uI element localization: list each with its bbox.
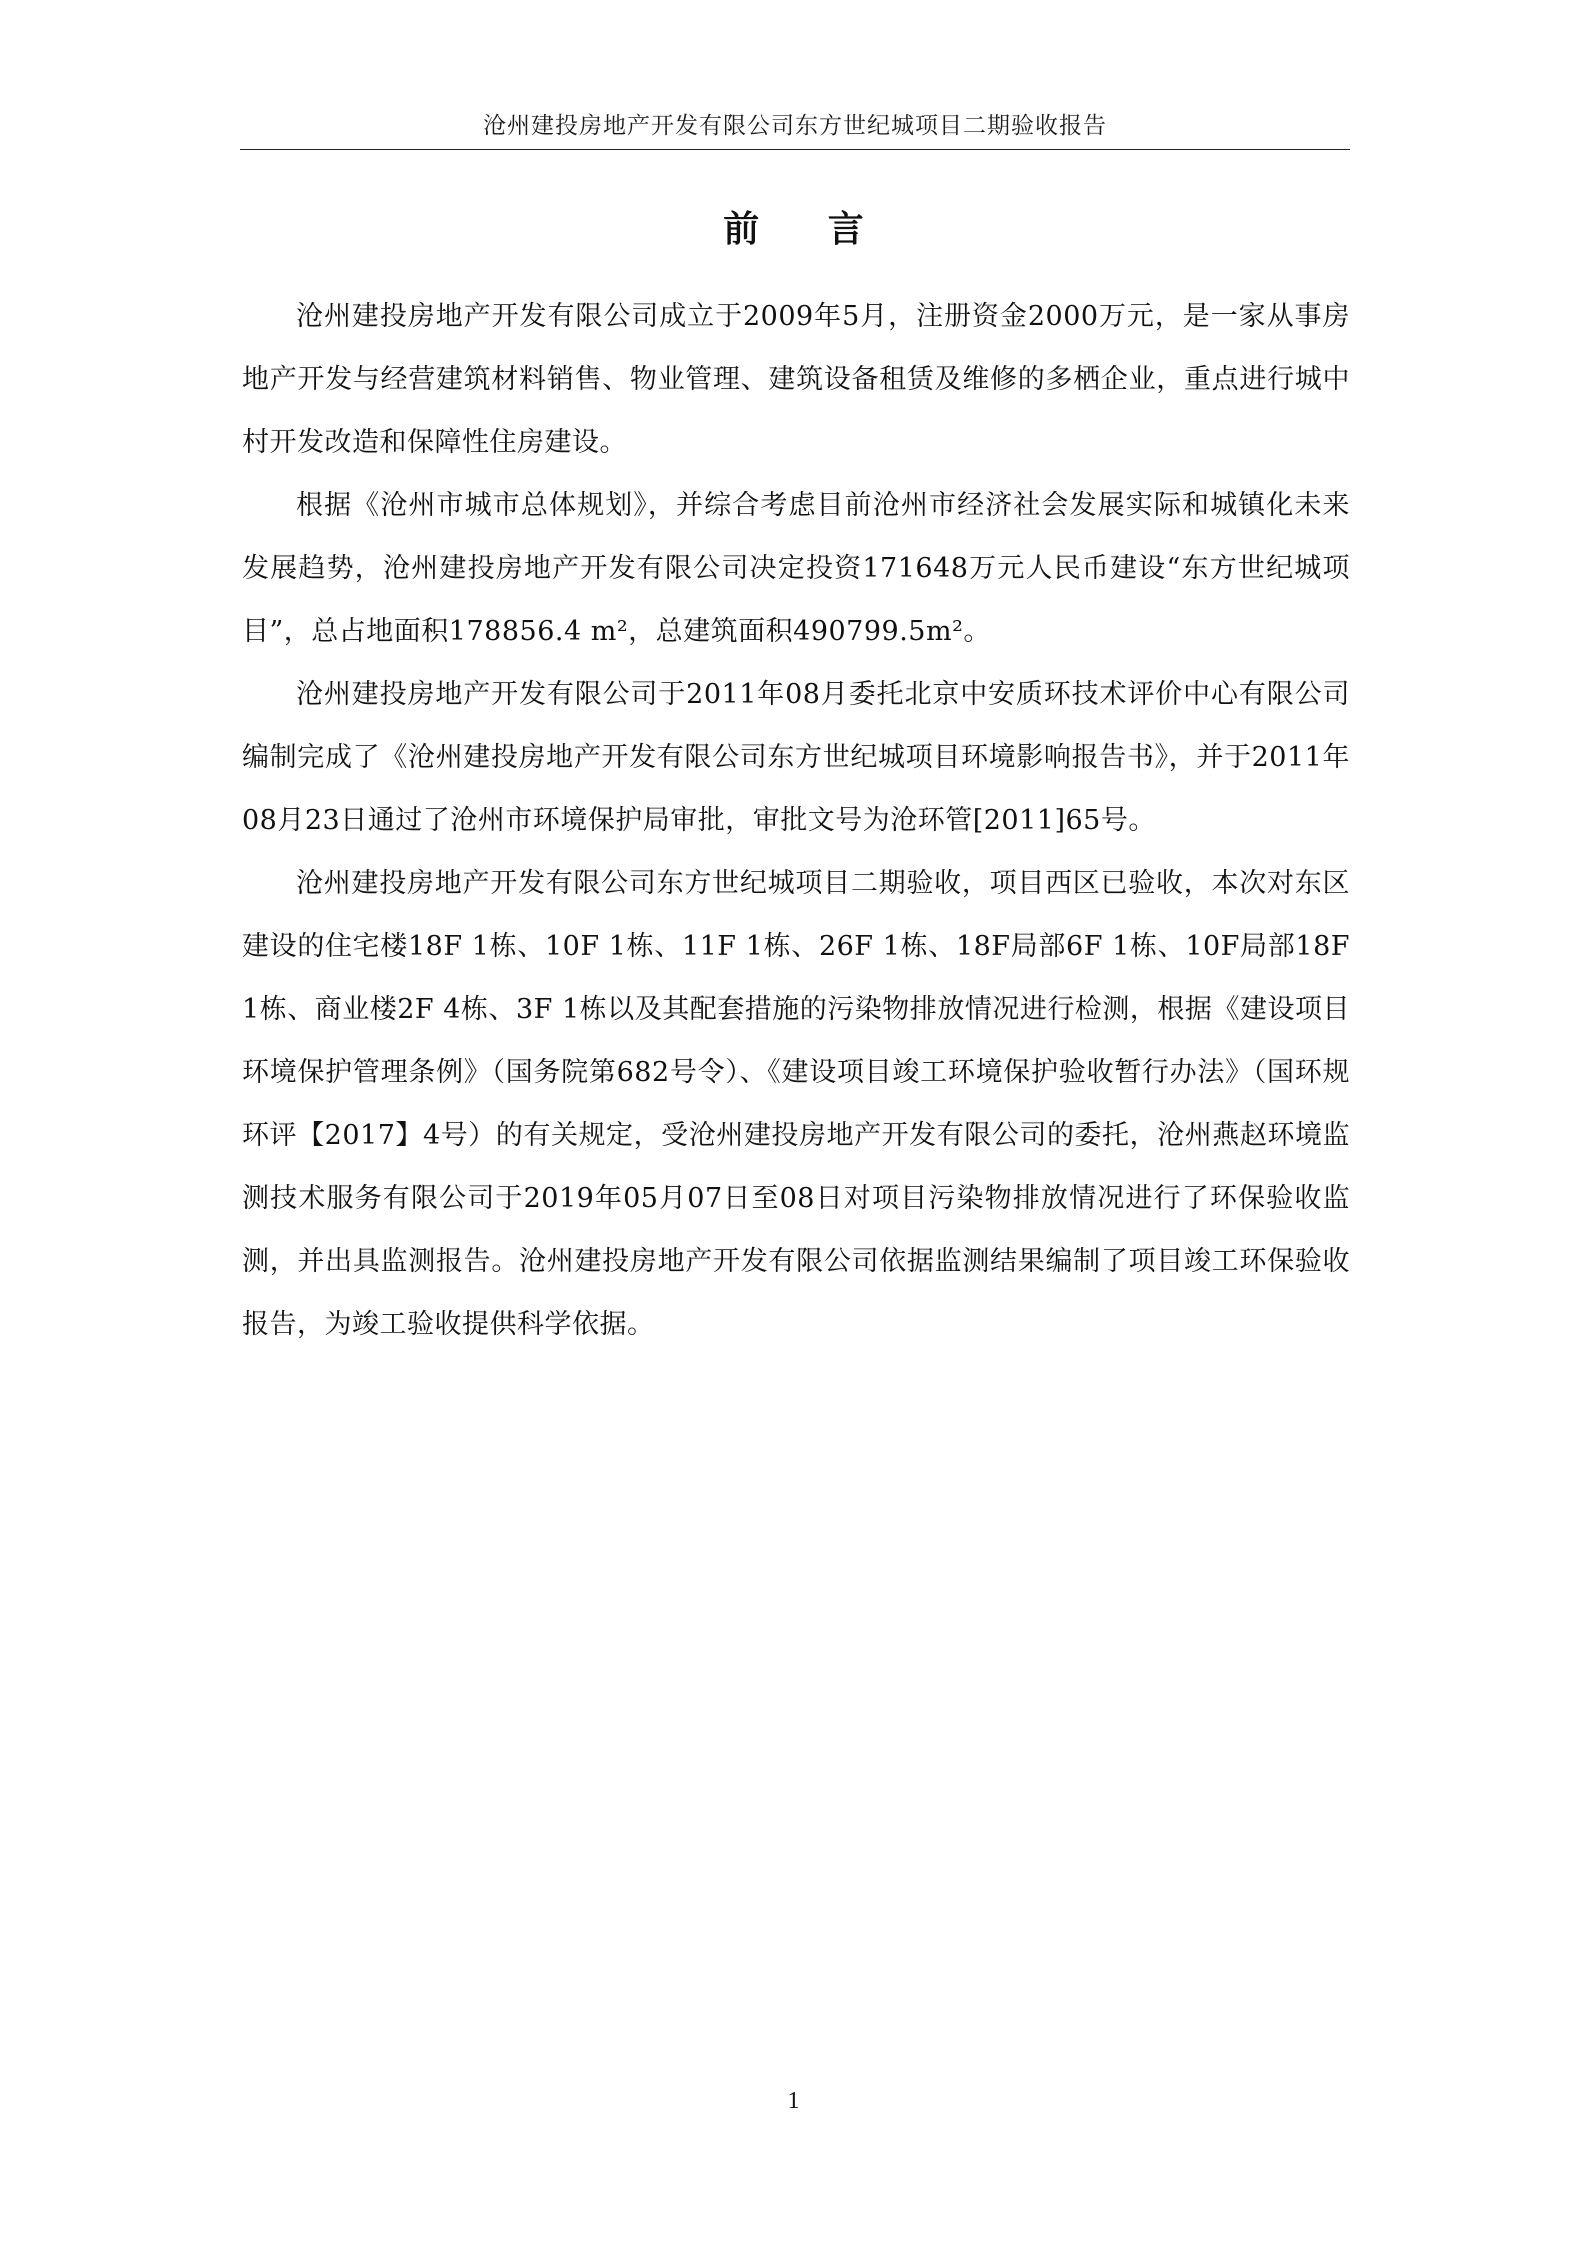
paragraph-acceptance-monitoring: 沧州建投房地产开发有限公司东方世纪城项目二期验收，项目西区已验收，本次对东区建设的住宅楼18F 1栋、10F 1栋、11F 1栋、26F 1栋、18F局部6F 1栋、10F局部18F 1栋、商业楼2F 4栋、3F 1栋以及其配套措施的污染物排放情况进行检测，根据《建设项目环境保护管理条例》（国务院第682号令）、《建设项目竣工环境保护验收暂行办法》（国环规环评【2017】4号）的有关规定，受沧州建投房地产开发有限公司的委托，沧州燕赵环境监测技术服务有限公司于2019年05月07日至08日对项目污染物排放情况进行了环保验收监测，并出具监测报告。沧州建投房地产开发有限公司依据监测结果编制了项目竣工环保验收报告，为竣工验收提供科学依据。 <box>242 868 1350 1340</box>
section-heading: 前 言 <box>723 209 892 250</box>
paragraph-project-planning: 根据《沧州市城市总体规划》，并综合考虑目前沧州市经济社会发展实际和城镇化未来发展趋势，沧州建投房地产开发有限公司决定投资171648万元人民币建设“东方世纪城项目”，总占地面积178856.4 m²，总建筑面积490799.5m²。 <box>242 490 1350 647</box>
running-header: 沧州建投房地产开发有限公司东方世纪城项目二期验收报告 <box>483 113 1107 139</box>
paragraph-eia-approval: 沧州建投房地产开发有限公司于2011年08月委托北京中安质环技术评价中心有限公司编制完成了《沧州建投房地产开发有限公司东方世纪城项目环境影响报告书》，并于2011年08月23日通过了沧州市环境保护局审批，审批文号为沧环管[2011]65号。 <box>242 679 1350 836</box>
body-text <box>242 285 1350 1356</box>
page-number: 1 <box>787 2088 800 2114</box>
paragraph-company-intro: 沧州建投房地产开发有限公司成立于2009年5月，注册资金2000万元，是一家从事房地产开发与经营建筑材料销售、物业管理、建筑设备租赁及维修的多栖企业，重点进行城中村开发改造和保障性住房建设。 <box>242 301 1350 458</box>
header-divider <box>240 149 1350 150</box>
